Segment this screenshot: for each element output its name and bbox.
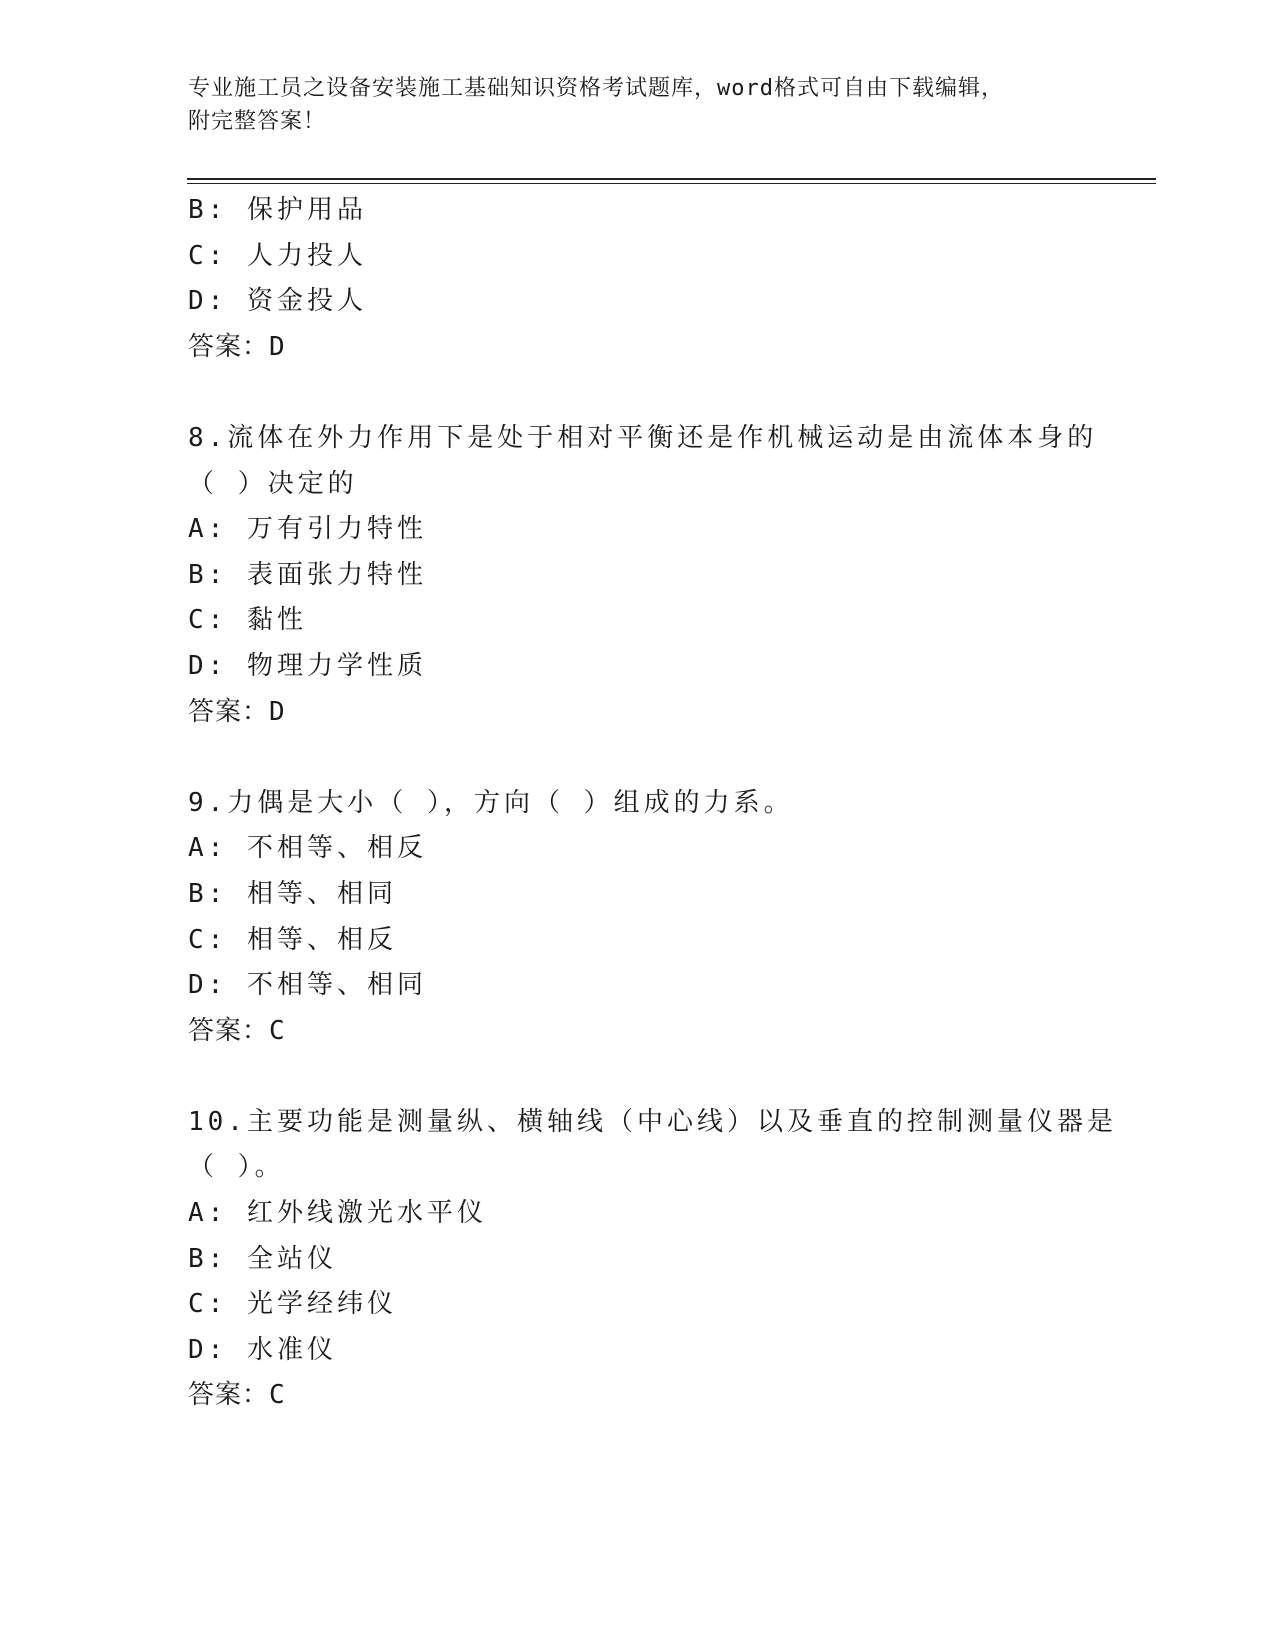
question-stem: 8.流体在外力作用下是处于相对平衡还是作机械运动是由流体本身的 — [188, 422, 1098, 453]
option-b: B: 保护用品 — [188, 195, 367, 225]
answer-label: 答案： — [188, 331, 270, 362]
question-stem: 9.力偶是大小（ ），方向（ ）组成的力系。 — [188, 787, 794, 818]
option-a: A: 红外线激光水平仪 — [188, 1198, 487, 1229]
answer-label: 答案： — [188, 1380, 270, 1411]
option-c: C: 光学经纬仪 — [188, 1289, 397, 1320]
answer-line — [188, 690, 1138, 736]
question-7-tail — [188, 188, 1138, 370]
option-d: D: 物理力学性质 — [188, 650, 427, 681]
question-9 — [188, 781, 1138, 1055]
spacer — [188, 1054, 1138, 1100]
header-line-2: 附完整答案！ — [188, 109, 327, 134]
answer-line — [188, 1373, 1138, 1419]
answer-line — [188, 325, 1138, 371]
question-stem-cont: （ ）决定的 — [188, 468, 358, 499]
option-c: C: 黏性 — [188, 605, 307, 636]
option-d: D: 不相等、相同 — [188, 970, 427, 1001]
answer-key: C — [269, 1015, 286, 1046]
header-divider-thin — [187, 183, 1156, 184]
spacer — [188, 735, 1138, 781]
option-c: C: 相等、相反 — [188, 924, 397, 955]
question-stem-cont: （ ）。 — [188, 1152, 285, 1183]
question-8 — [188, 416, 1138, 735]
answer-label: 答案： — [188, 696, 270, 727]
option-d: D: 水准仪 — [188, 1334, 337, 1365]
document-header — [188, 72, 1088, 138]
question-list — [188, 188, 1138, 1419]
answer-key: C — [269, 1380, 286, 1411]
header-line-1: 专业施工员之设备安装施工基础知识资格考试题库，word格式可自由下载编辑， — [188, 76, 1004, 101]
option-b: B: 表面张力特性 — [188, 559, 427, 590]
answer-key: D — [269, 696, 286, 727]
option-d: D: 资金投人 — [188, 286, 367, 317]
answer-key: D — [269, 331, 286, 362]
question-10 — [188, 1100, 1138, 1419]
question-stem: 10.主要功能是测量纵、横轴线（中心线）以及垂直的控制测量仪器是 — [188, 1106, 1117, 1137]
spacer — [188, 370, 1138, 416]
answer-label: 答案： — [188, 1015, 270, 1046]
option-c: C: 人力投人 — [188, 240, 367, 271]
header-divider-thick — [187, 178, 1156, 180]
option-b: B: 相等、相同 — [188, 878, 397, 909]
option-b: B: 全站仪 — [188, 1243, 337, 1274]
answer-line — [188, 1009, 1138, 1055]
option-a: A: 不相等、相反 — [188, 833, 427, 864]
option-a: A: 万有引力特性 — [188, 514, 427, 545]
